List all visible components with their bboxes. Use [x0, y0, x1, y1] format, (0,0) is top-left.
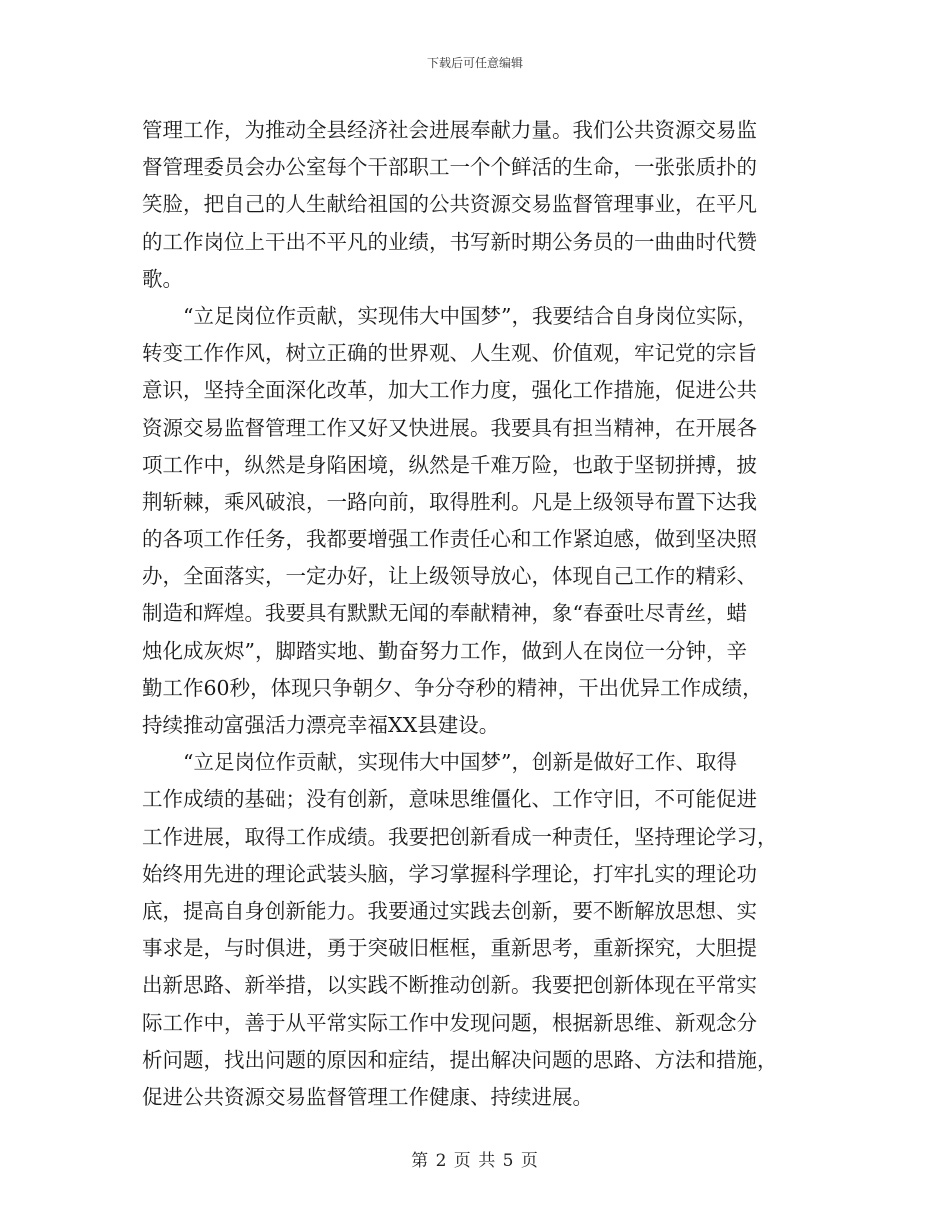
text-line: 析问题，找出问题的原因和症结，提出解决问题的思路、方法和措施， [142, 1047, 778, 1072]
text-line: 荆斩棘，乘风破浪，一路向前，取得胜利。凡是上级领导布置下达我 [142, 489, 757, 514]
text-line: 促进公共资源交易监督管理工作健康、持续进展。 [142, 1084, 593, 1109]
text-line: 管理工作，为推动全县经济社会进展奉献力量。我们公共资源交易监 [142, 118, 757, 142]
text-line: 歌。 [142, 266, 183, 291]
page-header: 下载后可任意编辑 [426, 56, 523, 70]
text-line: 办，全面落实，一定办好，让上级领导放心，体现自己工作的精彩、 [142, 564, 757, 589]
text-line: 烛化成灰烬”，脚踏实地、勤奋努力工作，做到人在岗位一分钟，辛 [142, 638, 747, 663]
text-line: 意识，坚持全面深化改革，加大工作力度，强化工作措施，促进公共 [142, 378, 757, 403]
text-line: 事求是，与时俱进，勇于突破旧框框，重新思考，重新探究，大胆提 [142, 936, 757, 961]
text-line: 工作进展，取得工作成绩。我要把创新看成一种责任，坚持理论学习， [142, 824, 778, 849]
text-line: 际工作中，善于从平常实际工作中发现问题，根据新思维、新观念分 [142, 1010, 757, 1035]
text-line: 督管理委员会办公室每个干部职工一个个鲜活的生命，一张张质扑的 [142, 155, 757, 180]
text-line: 的工作岗位上干出不平凡的业绩，书写新时期公务员的一曲曲时代赞 [142, 229, 757, 254]
text-line: 勤工作60秒，体现只争朝夕、争分夺秒的精神，干出优异工作成绩， [142, 675, 763, 700]
text-line: 的各项工作任务，我都要增强工作责任心和工作紧迫感，做到坚决照 [142, 527, 757, 552]
text-line: 出新思路、新举措，以实践不断推动创新。我要把创新体现在平常实 [142, 973, 757, 998]
text-line: 笑脸，把自己的人生献给祖国的公共资源交易监督管理事业，在平凡 [142, 192, 757, 217]
text-line: 持续推动富强活力漂亮幸福XX县建设。 [142, 713, 500, 737]
paragraph-3 [142, 744, 810, 1116]
document-body [142, 112, 810, 1116]
paragraph-1 [142, 112, 810, 298]
text-line: 工作成绩的基础；没有创新，意味思维僵化、工作守旧，不可能促进 [142, 787, 757, 812]
paragraph-2 [142, 298, 810, 744]
text-line: 底，提高自身创新能力。我要通过实践去创新，要不断解放思想、实 [142, 898, 757, 923]
text-line: 转变工作作风，树立正确的世界观、人生观、价值观，牢记党的宗旨 [142, 341, 757, 366]
text-line: “立足岗位作贡献，实现伟大中国梦”，创新是做好工作、取得 [183, 750, 737, 775]
text-line: 资源交易监督管理工作又好又快进展。我要具有担当精神，在开展各 [142, 415, 757, 440]
text-line: 制造和辉煌。我要具有默默无闻的奉献精神，象“春蚕吐尽青丝，蜡 [142, 601, 747, 626]
text-line: “立足岗位作贡献，实现伟大中国梦”，我要结合自身岗位实际， [183, 303, 758, 328]
text-line: 项工作中，纵然是身陷困境，纵然是千难万险，也敢于坚韧拼搏，披 [142, 452, 757, 477]
text-line: 始终用先进的理论武装头脑，学习掌握科学理论，打牢扎实的理论功 [142, 861, 757, 886]
page-number-footer: 第 2 页 共 5 页 [411, 1151, 539, 1171]
